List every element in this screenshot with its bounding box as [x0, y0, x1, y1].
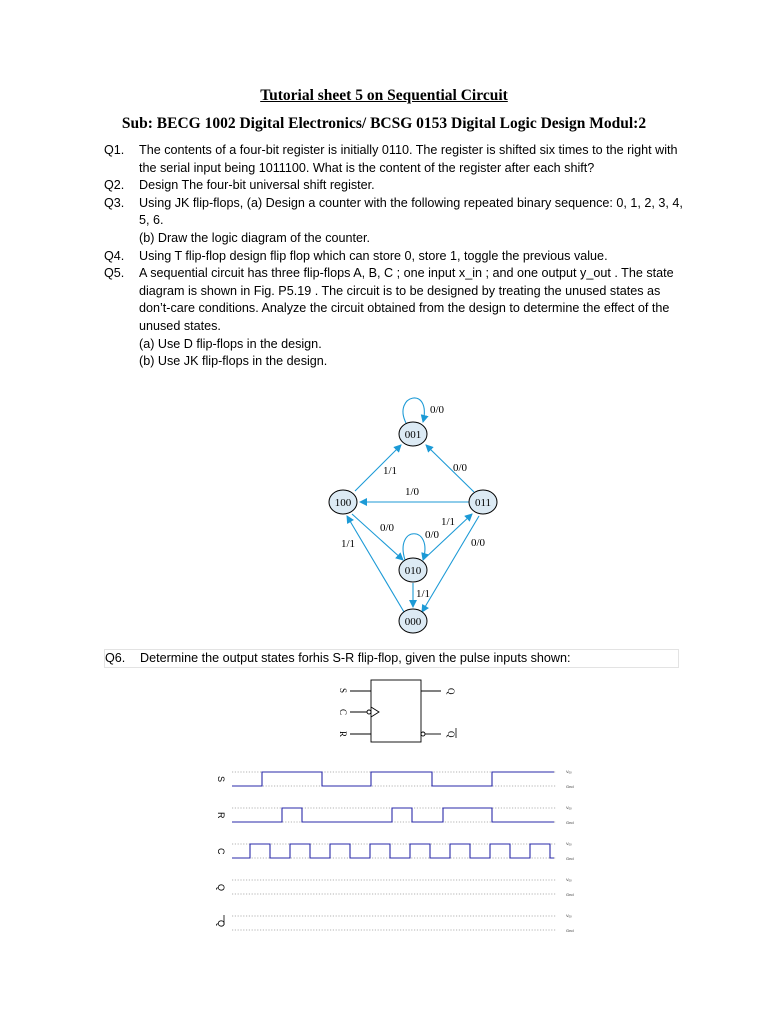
- question-text: The contents of a four-bit register is initially 0110. The register is shifted six times to the right with the serial input being 1011100. What is the content of the register after each shift?: [139, 143, 678, 175]
- waveform-c: [232, 844, 554, 858]
- svg-text:000: 000: [404, 616, 422, 628]
- question-number: Q3.: [104, 195, 125, 210]
- question-number: Q4.: [104, 248, 125, 263]
- input-label-r: R: [338, 731, 348, 738]
- vcc-label: Vₒₒ: [566, 805, 572, 810]
- svg-text:011: 011: [474, 497, 492, 509]
- waveform-s: [232, 772, 554, 786]
- input-label-s: S: [338, 688, 348, 694]
- transition-label: 0/0: [430, 404, 445, 416]
- question-number: Q1.: [104, 143, 125, 157]
- gnd-label: Gnd: [566, 856, 574, 861]
- question-text: Design The four-bit universal shift register.: [139, 178, 375, 193]
- question-3-part-b: (b) Draw the logic diagram of the counter.: [139, 230, 370, 245]
- transition-label: 0/0: [471, 537, 486, 549]
- gnd-label: Gnd: [566, 928, 574, 933]
- transition-label: 1/0: [405, 486, 420, 498]
- transition-label: 0/0: [425, 529, 440, 541]
- transition-label: 0/0: [380, 522, 395, 534]
- transition-label: 1/1: [341, 538, 356, 550]
- document-subtitle: Sub: BECG 1002 Digital Electronics/ BCSG 0153 Digital Logic Design Modul:2: [121, 115, 647, 132]
- signal-label-q-bar: Q: [216, 920, 226, 928]
- question-text: Using JK flip-flops, (a) Design a counter with the following repeated binary sequence: 0, 1, 2, 3, 4, 5, 6.: [139, 195, 683, 228]
- input-label-c: C: [338, 709, 348, 716]
- gnd-label: Gnd: [566, 892, 574, 897]
- vcc-label: Vₒₒ: [566, 877, 572, 882]
- waveform-r: [232, 808, 554, 822]
- question-text: Determine the output states forhis S-R flip-flop, given the pulse inputs shown:: [140, 651, 571, 665]
- transition-label: 1/1: [416, 588, 431, 600]
- vcc-label: Vₒₒ: [566, 769, 572, 774]
- vcc-label: Vₒₒ: [566, 841, 572, 846]
- question-5-part-a: (a) Use D flip-flops in the design.: [139, 336, 322, 351]
- signal-label-c: C: [216, 848, 226, 855]
- transition-label: 0/0: [453, 462, 468, 474]
- question-text: Using T flip-flop design flip flop which can store 0, store 1, toggle the previous value.: [139, 248, 608, 263]
- gnd-label: Gnd: [566, 784, 574, 789]
- document-title: Tutorial sheet 5 on Sequential Circuit: [260, 87, 508, 104]
- svg-text:001: 001: [404, 429, 422, 441]
- signal-label-r: R: [216, 812, 226, 819]
- output-label-q-bar: Q: [446, 731, 456, 738]
- question-number: Q2.: [104, 178, 125, 193]
- signal-label-q: Q: [216, 884, 226, 892]
- question-number: Q6.: [105, 651, 126, 665]
- transition-label: 1/1: [441, 516, 456, 528]
- svg-text:010: 010: [404, 565, 422, 577]
- transition-label: 1/1: [383, 465, 398, 477]
- gnd-label: Gnd: [566, 820, 574, 825]
- question-text: A sequential circuit has three flip-flops A, B, C ; one input x_in ; and one output y_out . The state diagram is shown in Fig. P5.19 . The circuit is to be designed by treating the unused states as don’t-care conditions. Analyze the circuit obtained from the design to determine the effect of the unused states.: [139, 266, 674, 333]
- output-label-q: Q: [446, 688, 456, 695]
- question-number: Q5.: [104, 266, 125, 281]
- vcc-label: Vₒₒ: [566, 913, 572, 918]
- question-5-part-b: (b) Use JK flip-flops in the design.: [139, 354, 328, 369]
- signal-label-s: S: [216, 776, 226, 783]
- svg-text:100: 100: [334, 497, 352, 509]
